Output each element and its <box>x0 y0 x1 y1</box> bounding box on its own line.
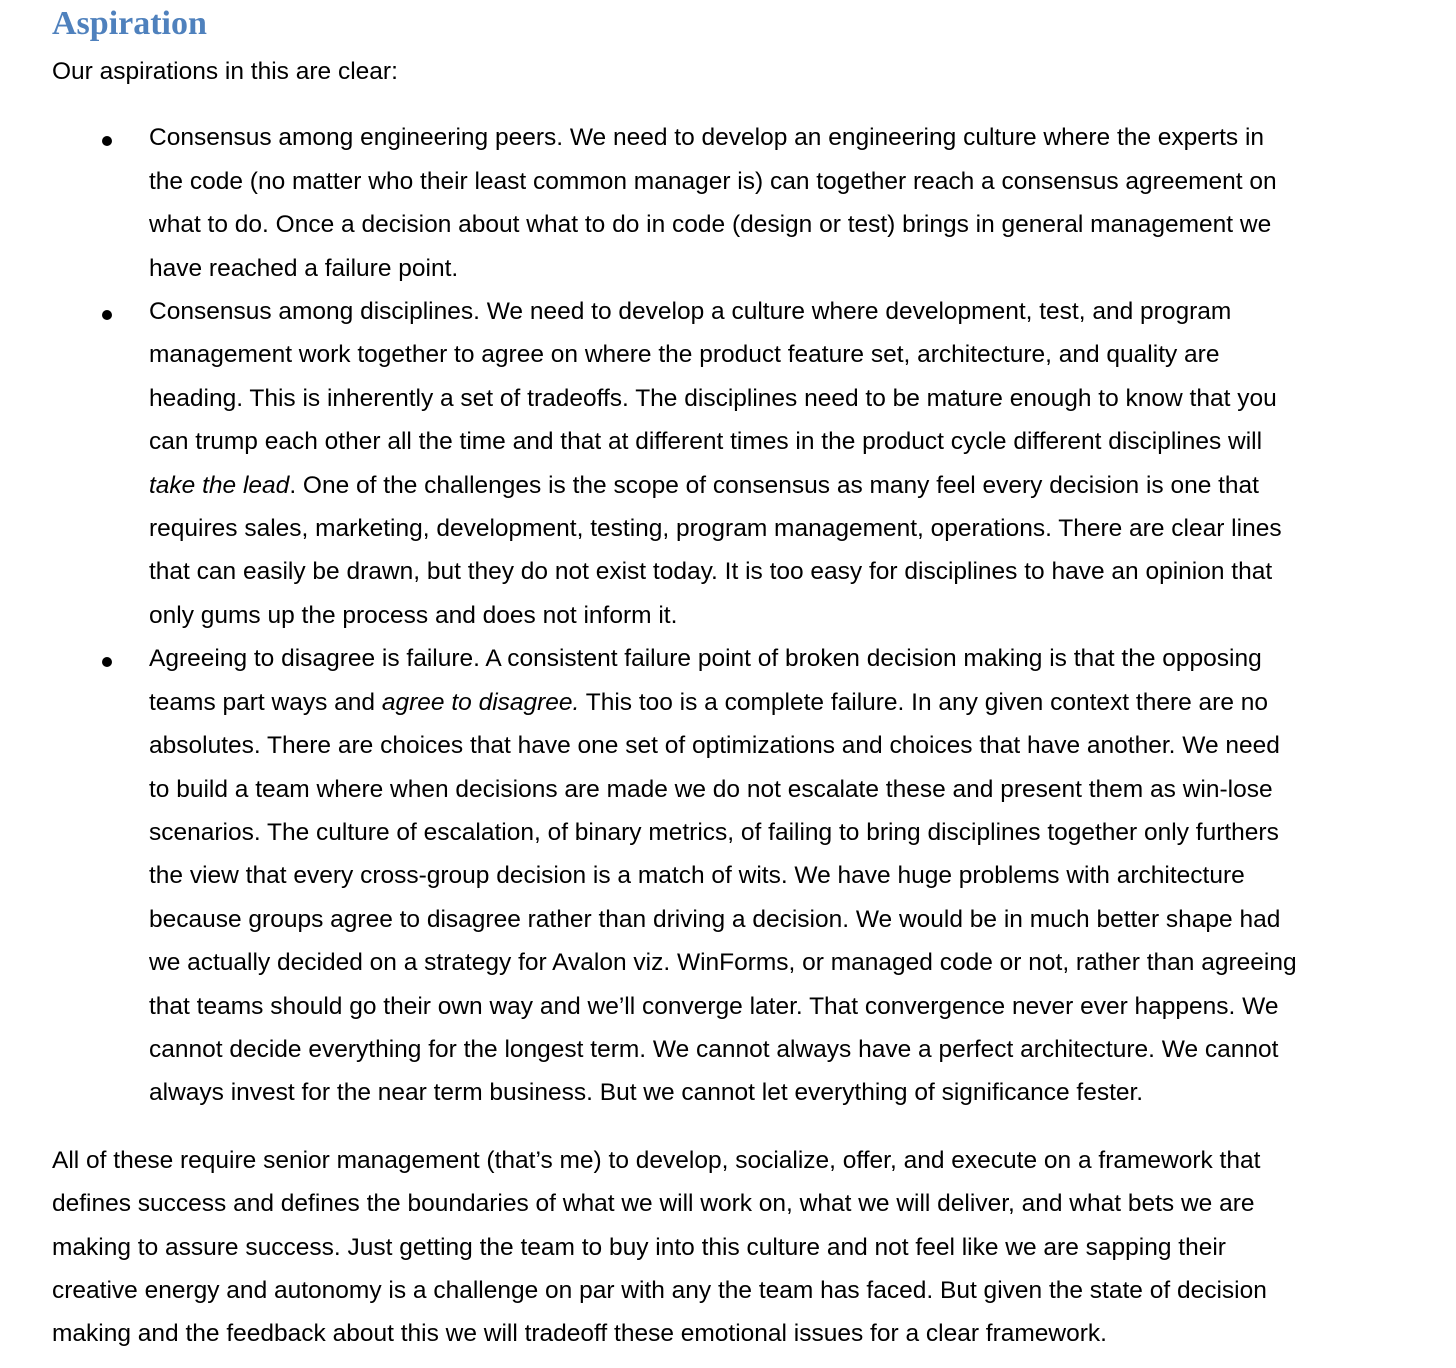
bullet-item-engineering-peers <box>52 116 1422 290</box>
text-line: absolutes. There are choices that have one set of optimizations and choices that have another. We need <box>149 732 1280 760</box>
document-body <box>52 2 1422 1356</box>
text-line-italic <box>149 464 1422 507</box>
bullet-list <box>52 116 1422 1114</box>
text-line: making to assure success. Just getting the team to buy into this culture and not feel like we are sapping their <box>52 1233 1226 1261</box>
text-line: to build a team where when decisions are made we do not escalate these and present them as win-lose <box>149 775 1273 803</box>
text-line: the code (no matter who their least common manager is) can together reach a consensus agreement on <box>149 167 1277 195</box>
text-line: only gums up the process and does not inform it. <box>149 601 678 629</box>
text-line-italic <box>149 681 1422 724</box>
italic-phrase: agree to disagree. <box>381 688 580 716</box>
bullet-dot-icon <box>102 136 112 146</box>
text-line: Consensus among disciplines. We need to develop a culture where development, test, and program <box>149 298 1232 326</box>
text-line: can trump each other all the time and that at different times in the product cycle different disciplines will <box>149 428 1263 456</box>
bullet-dot-icon <box>102 310 112 320</box>
text-line: cannot decide everything for the longest term. We cannot always have a perfect architecture. We cannot <box>149 1035 1279 1063</box>
text-line: creative energy and autonomy is a challenge on par with any the team has faced. But given the state of decision <box>52 1276 1267 1304</box>
bullet-item-agree-to-disagree <box>52 637 1422 1114</box>
text-line: All of these require senior management (that’s me) to develop, socialize, offer, and execute on a framework that <box>52 1146 1261 1174</box>
text-line: that can easily be drawn, but they do not exist today. It is too easy for disciplines to have an opinion that <box>149 558 1273 586</box>
text-line: management work together to agree on where the product feature set, architecture, and quality are <box>149 341 1220 369</box>
text-segment: teams part ways and <box>149 688 382 716</box>
text-line: because groups agree to disagree rather than driving a decision. We would be in much better shape had <box>149 905 1281 933</box>
text-line: that teams should go their own way and we’ll converge later. That convergence never ever happens. We <box>149 992 1279 1020</box>
bullet-item-disciplines <box>52 290 1422 637</box>
text-line: have reached a failure point. <box>149 254 459 282</box>
text-line: heading. This is inherently a set of tradeoffs. The disciplines need to be mature enough to know that you <box>149 384 1277 412</box>
text-line: making and the feedback about this we will tradeoff these emotional issues for a clear framework. <box>52 1320 1107 1348</box>
text-line: Agreeing to disagree is failure. A consistent failure point of broken decision making is that the opposing <box>149 645 1262 673</box>
text-line: we actually decided on a strategy for Avalon viz. WinForms, or managed code or not, rather than agreeing <box>149 949 1297 977</box>
closing-paragraph <box>52 1139 1422 1356</box>
text-line: what to do. Once a decision about what to do in code (design or test) brings in general management we <box>149 211 1272 239</box>
text-line: always invest for the near term business. But we cannot let everything of significance fester. <box>149 1079 1144 1107</box>
text-line: requires sales, marketing, development, testing, program management, operations. There are clear lines <box>149 515 1282 543</box>
text-segment: . One of the challenges is the scope of consensus as many feel every decision is one that <box>289 471 1259 499</box>
intro-paragraph: Our aspirations in this are clear: <box>52 58 398 85</box>
section-heading: Aspiration <box>52 5 207 42</box>
text-line: Consensus among engineering peers. We need to develop an engineering culture where the experts in <box>149 124 1265 152</box>
text-line: defines success and defines the boundaries of what we will work on, what we will deliver, and what bets we are <box>52 1190 1255 1218</box>
italic-phrase: take the lead <box>149 471 290 499</box>
text-line: the view that every cross-group decision is a match of wits. We have huge problems with architecture <box>149 862 1245 890</box>
bullet-dot-icon <box>102 657 112 667</box>
text-segment: This too is a complete failure. In any given context there are no <box>579 688 1269 716</box>
text-line: scenarios. The culture of escalation, of binary metrics, of failing to bring disciplines together only furthers <box>149 818 1279 846</box>
